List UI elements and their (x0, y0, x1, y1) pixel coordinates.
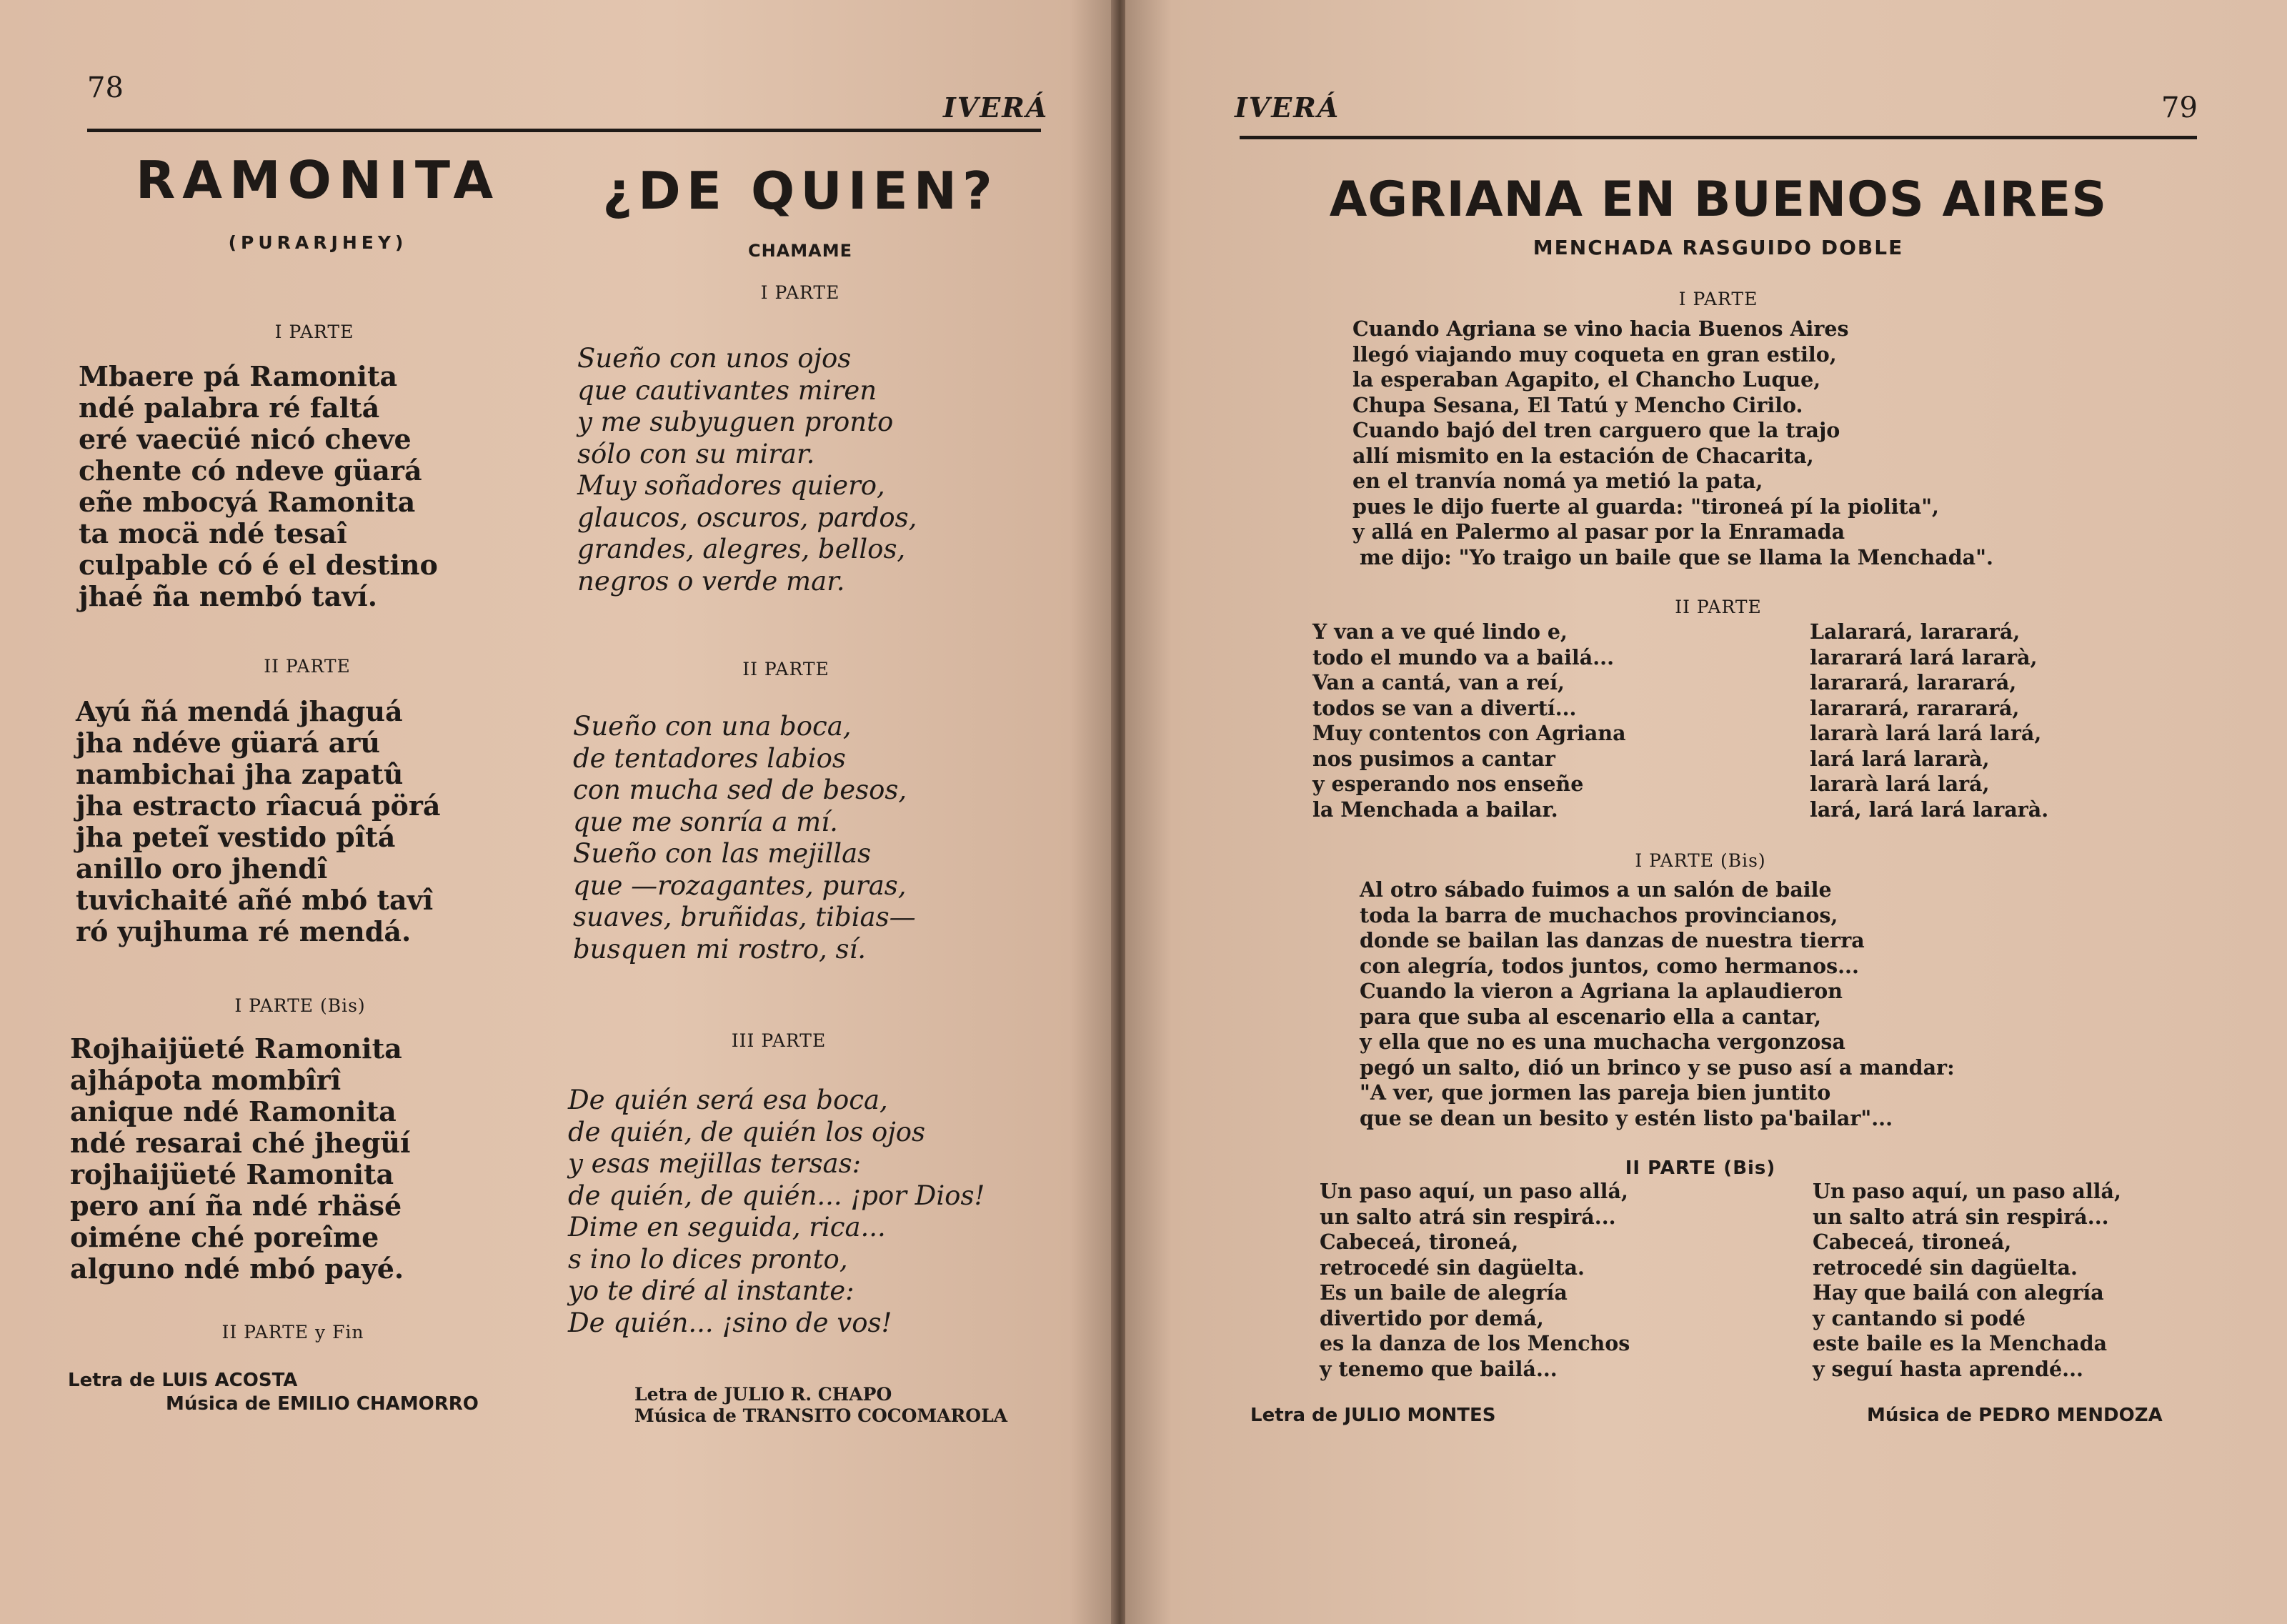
verse-line: ta mocä ndé tesaî (79, 517, 347, 549)
verse-agriana-4-right (1813, 1179, 2121, 1382)
verse-line: que me sonría a mí. (573, 806, 838, 837)
verse-line: y tenemo que bailá... (1320, 1356, 1558, 1381)
part-label-agriana-2: II PARTE (1675, 597, 1762, 617)
page-number-right: 79 (2161, 91, 2198, 124)
verse-line: y esperando nos enseñe (1312, 772, 1584, 796)
verse-line: Al otro sábado fuimos a un salón de baile (1360, 877, 1832, 902)
verse-line: toda la barra de muchachos provincianos, (1360, 902, 1838, 927)
part-label-de-quien-3: III PARTE (731, 1030, 827, 1051)
verse-line: negros o verde mar. (577, 565, 845, 597)
song-subtitle-agriana: MENCHADA RASGUIDO DOBLE (1533, 236, 1904, 259)
verse-line: glaucos, oscuros, pardos, (577, 502, 917, 533)
running-head-left: IVERÁ (943, 91, 1049, 124)
verse-ramonita-3 (70, 1033, 410, 1285)
part-label-ramonita-3: I PARTE (Bis) (234, 995, 366, 1016)
credit-musica-ramonita: Música de EMILIO CHAMORRO (166, 1393, 479, 1415)
song-subtitle-de-quien: CHAMAME (747, 241, 852, 261)
credit-musica-de-quien: Música de TRANSITO COCOMAROLA (634, 1405, 1008, 1426)
verse-line: lararará lará lararà, (1810, 644, 2038, 669)
verse-line: Lalarará, lararará, (1810, 619, 2021, 644)
verse-line: Hay que bailá con alegría (1813, 1280, 2104, 1305)
left-page (0, 0, 1115, 1624)
verse-line: y seguí hasta aprendé... (1813, 1356, 2083, 1381)
verse-line: llegó viajando muy coqueta en gran estilo, (1352, 342, 1837, 367)
verse-line: eñe mbocyá Ramonita (79, 486, 416, 518)
running-head-right: IVERÁ (1235, 91, 1340, 124)
right-page (1125, 0, 2287, 1624)
part-label-de-quien-2: II PARTE (742, 659, 829, 679)
verse-agriana-3 (1360, 877, 1955, 1131)
verse-agriana-1 (1352, 317, 1993, 570)
verse-line: eré vaecüé nicó cheve (79, 423, 412, 455)
verse-line: sólo con su mirar. (577, 438, 815, 469)
verse-line: de quién, de quién... ¡por Dios! (568, 1180, 985, 1211)
verse-line: Cuando la vieron a Agriana la aplaudieron (1360, 979, 1843, 1003)
part-label-ramonita-2: II PARTE (264, 656, 351, 677)
verse-line: oiméne ché poreîme (70, 1221, 379, 1253)
verse-line: Dime en seguida, rica... (568, 1212, 886, 1242)
verse-line: jha ndéve güará arú (76, 727, 381, 759)
verse-line: y esas mejillas tersas: (568, 1148, 862, 1179)
verse-line: de quién, de quién los ojos (568, 1116, 925, 1147)
verse-line: tuvichaité añé mbó tavî (76, 884, 434, 916)
verse-line: Cuando Agriana se vino hacia Buenos Aires (1352, 317, 1849, 341)
part-label-agriana-3: I PARTE (Bis) (1635, 850, 1766, 871)
verse-line: donde se bailan las danzas de nuestra tierra (1360, 928, 1865, 952)
part-label-agriana-1: I PARTE (1678, 289, 1758, 309)
verse-de-quien-1 (577, 343, 917, 597)
verse-line: de tentadores labios (573, 742, 846, 774)
verse-line: un salto atrá sin respirá... (1320, 1204, 1616, 1229)
verse-line: para que suba al escenario ella a cantar, (1360, 1004, 1822, 1029)
verse-line: con mucha sed de besos, (573, 774, 907, 805)
song-title-agriana: AGRIANA EN BUENOS AIRES (1329, 171, 2108, 228)
part-label-agriana-4: II PARTE (Bis) (1625, 1157, 1776, 1179)
verse-line: s ino lo dices pronto, (568, 1243, 848, 1275)
verse-line: pero aní ña ndé rhäsé (70, 1190, 402, 1222)
verse-line: Cabeceá, tironeá, (1813, 1230, 2012, 1254)
verse-line: ajhápota mombîrî (70, 1064, 342, 1096)
verse-line: divertido por demá, (1320, 1305, 1544, 1330)
part-label-ramonita-1: I PARTE (274, 322, 354, 342)
verse-line: jha peteĩ vestido pîtá (76, 821, 396, 853)
verse-line: Ayú ñá mendá jhaguá (76, 695, 403, 727)
verse-line: rojhaijüeté Ramonita (70, 1158, 394, 1190)
page-number-left: 78 (87, 71, 124, 104)
verse-line: Muy contentos con Agriana (1312, 721, 1626, 745)
part-label-de-quien-1: I PARTE (760, 282, 840, 303)
verse-line: lararà lará lará, (1810, 772, 1990, 796)
verse-line: todos se van a divertí... (1312, 695, 1577, 720)
verse-line: la Menchada a bailar. (1312, 797, 1558, 822)
credit-letra-de-quien: Letra de JULIO R. CHAPO (634, 1384, 892, 1405)
verse-line: Van a cantá, van a reí, (1312, 670, 1565, 694)
verse-line: ndé resarai ché jhegüí (70, 1127, 411, 1159)
verse-line: grandes, alegres, bellos, (577, 534, 906, 564)
verse-line: "A ver, que jormen las pareja bien juntito (1360, 1080, 1831, 1105)
verse-line: con alegría, todos juntos, como hermanos... (1360, 953, 1859, 978)
verse-line: y me subyuguen pronto (577, 407, 894, 437)
verse-line: allí mismito en la estación de Chacarita, (1352, 443, 1814, 468)
credit-letra-agriana: Letra de JULIO MONTES (1250, 1405, 1496, 1426)
verse-line: Cabeceá, tironeá, (1320, 1230, 1519, 1254)
verse-line: que se dean un besito y estén listo pa'bailar"... (1360, 1105, 1893, 1130)
verse-line: Cuando bajó del tren carguero que la trajo (1352, 418, 1840, 442)
part-label-ramonita-end: II PARTE y Fin (221, 1322, 364, 1342)
verse-agriana-2-left (1312, 619, 1626, 822)
verse-line: Chupa Sesana, El Tatú y Mencho Cirilo. (1352, 392, 1803, 417)
verse-line: Un paso aquí, un paso allá, (1320, 1179, 1628, 1203)
credit-musica-agriana: Música de PEDRO MENDOZA (1867, 1405, 2163, 1426)
verse-line: Es un baile de alegría (1320, 1280, 1568, 1305)
verse-ramonita-1 (79, 361, 438, 612)
verse-line: retrocedé sin dagüelta. (1320, 1255, 1585, 1280)
verse-line: Sueño con una boca, (573, 711, 852, 742)
verse-line: Mbaere pá Ramonita (79, 360, 398, 392)
verse-line: jha estracto rîacuá pörá (76, 789, 441, 822)
verse-line: anique ndé Ramonita (70, 1095, 397, 1127)
verse-line: y cantando si podé (1813, 1305, 2026, 1330)
verse-line: lararará, rararará, (1810, 695, 2020, 720)
verse-line: ndé palabra ré faltá (79, 392, 380, 424)
header-rule-left (87, 129, 1041, 132)
verse-line: Muy soñadores quiero, (577, 470, 885, 501)
verse-line: y ella que no es una muchacha vergonzosa (1360, 1030, 1845, 1054)
verse-ramonita-2 (76, 696, 441, 947)
verse-line: Rojhaijüeté Ramonita (70, 1032, 402, 1065)
verse-line: alguno ndé mbó payé. (70, 1252, 404, 1285)
song-title-de-quien: ¿DE QUIEN? (602, 161, 998, 221)
header-rule-right (1240, 136, 2197, 139)
verse-line: y allá en Palermo al pasar por la Enramada (1352, 519, 1845, 544)
credit-letra-ramonita: Letra de LUIS ACOSTA (68, 1370, 298, 1391)
verse-line: nambichai jha zapatû (76, 758, 404, 790)
verse-line: jhaé ña nembó taví. (79, 580, 377, 612)
verse-line: Sueño con las mejillas (573, 838, 872, 869)
verse-line: Un paso aquí, un paso allá, (1813, 1179, 2121, 1203)
verse-line: en el tranvía nomá ya metió la pata, (1352, 469, 1763, 493)
verse-agriana-2-right (1810, 619, 2048, 822)
verse-line: un salto atrá sin respirá... (1813, 1204, 2109, 1229)
verse-line: yo te diré al instante: (568, 1275, 854, 1306)
verse-line: suaves, bruñidas, tibias— (573, 902, 916, 932)
verse-line: De quién será esa boca, (568, 1085, 888, 1115)
verse-line: culpable có é el destino (79, 549, 438, 581)
verse-line: retrocedé sin dagüelta. (1813, 1255, 2078, 1280)
verse-de-quien-3 (568, 1085, 985, 1339)
verse-line: me dijo: "Yo traigo un baile que se llama la Menchada". (1352, 544, 1993, 569)
verse-line: ró yujhuma ré mendá. (76, 915, 412, 947)
verse-line: busquen mi rostro, sí. (573, 933, 867, 965)
verse-line: que cautivantes miren (577, 374, 877, 406)
verse-line: es la danza de los Menchos (1320, 1331, 1630, 1355)
verse-de-quien-2 (573, 711, 916, 965)
verse-agriana-4-left (1320, 1179, 1630, 1382)
verse-line: este baile es la Menchada (1813, 1331, 2108, 1355)
verse-line: lará lará lararà, (1810, 746, 1990, 771)
verse-line: que —rozagantes, puras, (573, 870, 907, 901)
verse-line: De quién... ¡sino de vos! (568, 1307, 892, 1338)
verse-line: todo el mundo va a bailá... (1312, 644, 1614, 669)
song-subtitle-ramonita: (PURARJHEY) (228, 232, 408, 253)
verse-line: Y van a ve qué lindo e, (1312, 619, 1568, 644)
verse-line: chente có ndeve güará (79, 454, 422, 487)
song-title-ramonita: RAMONITA (135, 150, 501, 210)
verse-line: nos pusimos a cantar (1312, 746, 1555, 771)
verse-line: Sueño con unos ojos (577, 343, 852, 374)
verse-line: lararará, lararará, (1810, 670, 2017, 694)
verse-line: lará, lará lará lararà. (1810, 797, 2049, 822)
verse-line: pues le dijo fuerte al guarda: "tironeá pí la piolita", (1352, 494, 1939, 519)
verse-line: anillo oro jhendî (76, 852, 328, 885)
verse-line: pegó un salto, dió un brinco y se puso así a mandar: (1360, 1055, 1955, 1080)
verse-line: lararà lará lará lará, (1810, 721, 2042, 745)
verse-line: la esperaban Agapito, el Chancho Luque, (1352, 367, 1821, 392)
